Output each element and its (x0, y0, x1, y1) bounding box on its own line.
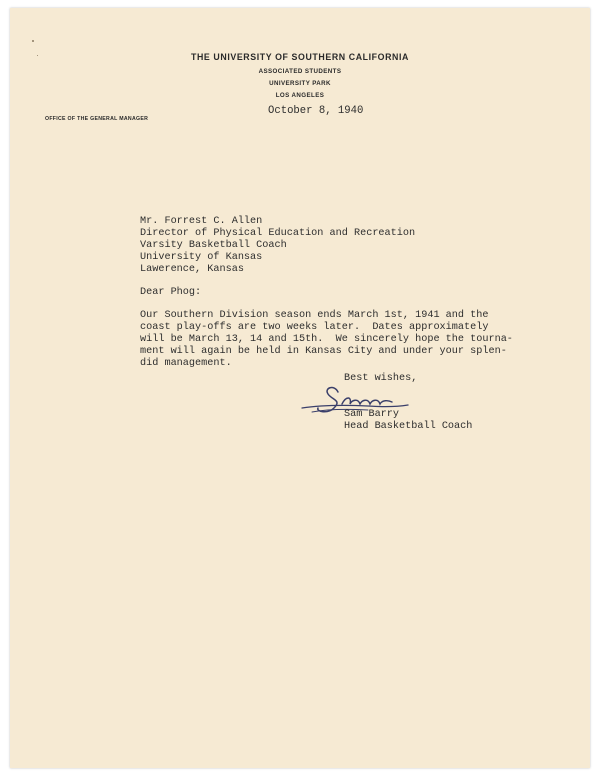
letterhead-university: THE UNIVERSITY OF SOUTHERN CALIFORNIA (190, 52, 410, 62)
body-line: will be March 13, 14 and 15th. We sincerely hope the tourna- (140, 334, 513, 345)
recipient-line: University of Kansas (140, 252, 263, 263)
salutation: Dear Phog: (140, 287, 202, 298)
body-line: Our Southern Division season ends March 1st, 1941 and the (140, 310, 489, 321)
letter-page (10, 8, 590, 768)
recipient-line: Varsity Basketball Coach (140, 240, 287, 251)
body-line: ment will again be held in Kansas City and under your splen- (140, 346, 507, 357)
closing: Best wishes, (344, 373, 418, 384)
signer-title: Head Basketball Coach (344, 421, 473, 432)
paper-speck (32, 40, 34, 42)
letterhead-office: OFFICE OF THE GENERAL MANAGER (45, 116, 149, 122)
letterhead-org: ASSOCIATED STUDENTS (258, 68, 342, 75)
letterhead-campus: UNIVERSITY PARK (269, 80, 331, 87)
letterhead-city: LOS ANGELES (275, 92, 325, 99)
recipient-line: Lawerence, Kansas (140, 264, 244, 275)
recipient-line: Mr. Forrest C. Allen (140, 216, 263, 227)
paper-speck (37, 55, 38, 56)
body-line: did management. (140, 358, 232, 369)
recipient-line: Director of Physical Education and Recreation (140, 228, 416, 239)
letter-date: October 8, 1940 (268, 105, 364, 117)
body-line: coast play-offs are two weeks later. Dates approximately (140, 322, 489, 333)
signer-name: Sam Barry (344, 409, 400, 420)
